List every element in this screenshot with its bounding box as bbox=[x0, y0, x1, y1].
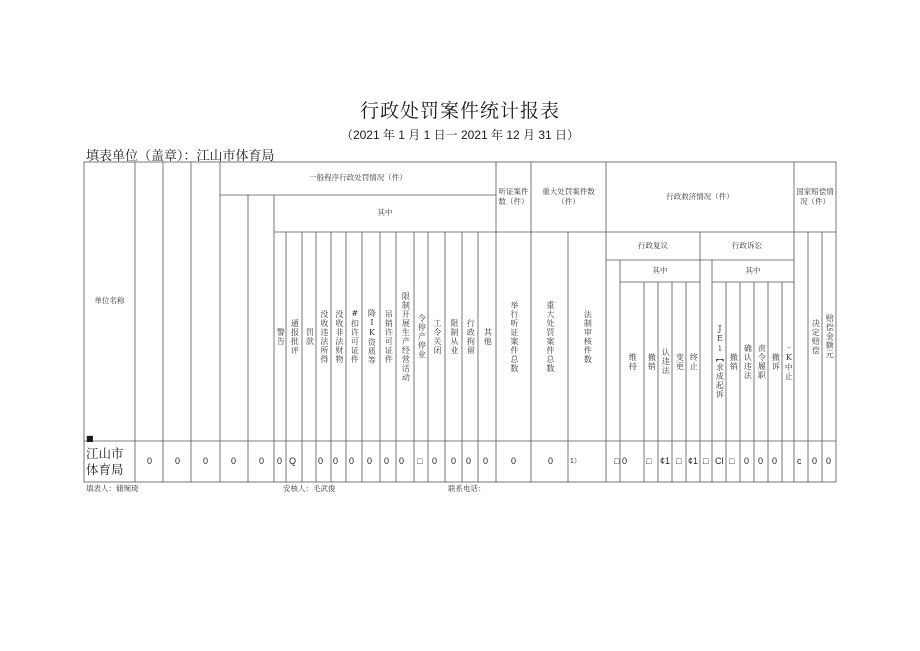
table-cell: 0 bbox=[758, 456, 764, 466]
table-cell: 0 bbox=[367, 456, 373, 466]
col-comp-amount: 赔偿金额元 bbox=[825, 314, 835, 359]
table-cell: Cl bbox=[715, 456, 724, 466]
unit-name-cell: 江山市体育局 bbox=[86, 446, 124, 477]
lawsuit-qizhong-header: 其中 bbox=[745, 265, 761, 275]
unit-name-header: 单位名称 bbox=[94, 296, 125, 306]
table-cell: 0 bbox=[451, 456, 457, 466]
col-legal-review: 法制审核件数 bbox=[583, 309, 593, 364]
table-cell: □ bbox=[703, 456, 709, 466]
table-cell: 0 bbox=[548, 456, 554, 466]
row-marker: ■ bbox=[86, 434, 94, 443]
col-warning: 警告 bbox=[276, 327, 286, 346]
col-review-maintain: 维持 bbox=[628, 352, 638, 371]
table-cell: 0 bbox=[826, 456, 832, 466]
table-cell: □ bbox=[646, 456, 652, 466]
table-cell: □ bbox=[676, 456, 682, 466]
col-review-illegal: 认违法 bbox=[661, 348, 671, 375]
table-cell: 0 bbox=[318, 456, 324, 466]
col-order-suspend: 令停产停业 bbox=[417, 314, 427, 359]
contact-phone: 联系电话： bbox=[448, 484, 486, 493]
review-header: 行政复议 bbox=[638, 240, 668, 250]
table-cell: 0 bbox=[399, 456, 405, 466]
col-major-total: 重大处罚案件总数 bbox=[545, 300, 555, 373]
hearing-header: 听证案件数（件） bbox=[498, 186, 529, 206]
col-review-change: 变更 bbox=[675, 352, 685, 371]
col-detention: 行政拘留 bbox=[466, 318, 476, 355]
lawsuit-header: 行政诉讼 bbox=[732, 240, 762, 250]
col-restrict-production: 限制开展生产经营活动 bbox=[401, 291, 411, 382]
col-lawsuit-order: 责令履职 bbox=[757, 343, 767, 380]
col-confiscate-income: 没收违法所得 bbox=[319, 309, 329, 364]
col-lawsuit-suspend: -K中止 bbox=[784, 342, 794, 381]
table-cell: ¢1 bbox=[660, 456, 671, 466]
table-cell: 0 bbox=[349, 456, 355, 466]
table-cell: 1） bbox=[570, 458, 581, 465]
table-cell: 0 bbox=[483, 456, 489, 466]
report-period: （2021 年 1 月 1 日一 2021 年 12 月 31 日） bbox=[340, 128, 580, 142]
table-cell: □ bbox=[729, 456, 735, 466]
col-lawsuit-revoke: 撤销 bbox=[729, 352, 739, 371]
col-revoke-license: 吊销许可证件 bbox=[384, 309, 394, 364]
col-fine: 罚款 bbox=[305, 327, 315, 346]
general-qizhong-header: 其中 bbox=[377, 208, 393, 218]
table-cell: 0 bbox=[432, 456, 438, 466]
col-notice-criticism: 通报批评 bbox=[290, 318, 300, 355]
col-review-terminate: 终止 bbox=[689, 352, 699, 371]
table-cell: c bbox=[797, 456, 802, 466]
table-cell: ¢1 bbox=[688, 456, 699, 466]
col-restrict-practice: 限制从业 bbox=[449, 318, 459, 355]
table-cell: □ bbox=[614, 456, 620, 466]
table-cell: 0 bbox=[812, 456, 818, 466]
table-cell: 0 bbox=[259, 456, 265, 466]
filling-unit: 填表单位（盖章）：江山市体育局 bbox=[86, 149, 275, 164]
col-hearing-total: 举行听证案件总数 bbox=[509, 300, 519, 373]
col-lawsuit-reject: JEi【求成起诉 bbox=[715, 324, 725, 399]
col-review-revoke: 撤销 bbox=[647, 352, 657, 371]
col-lawsuit-illegal: 确认违法 bbox=[743, 343, 753, 380]
table-cell: Q bbox=[289, 456, 297, 466]
col-lawsuit-withdraw: 撤诉 bbox=[771, 352, 781, 371]
table-cell: □ bbox=[417, 456, 423, 466]
table-cell: 0 bbox=[511, 456, 517, 466]
table-cell: 0 bbox=[231, 456, 237, 466]
col-lower-qualification: 降IK资质等 bbox=[367, 308, 377, 365]
table-cell: 0 bbox=[333, 456, 339, 466]
table-cell: 0 bbox=[384, 456, 390, 466]
major-penalty-header: 重大处罚案件数（件） bbox=[542, 186, 595, 206]
filled-by: 填表人：储琬琦 bbox=[86, 484, 139, 493]
table-cell: 0 bbox=[622, 456, 628, 466]
col-other: 其他 bbox=[483, 327, 493, 346]
table-cell: 0 bbox=[744, 456, 750, 466]
table-cell: 0 bbox=[175, 456, 181, 466]
relief-header: 行政救济情况（件） bbox=[666, 191, 734, 201]
col-confiscate-property: 没收非法财物 bbox=[334, 309, 344, 364]
page-title: 行政处罚案件统计报表 bbox=[359, 100, 560, 122]
col-withhold-license: #扣许可证件 bbox=[350, 309, 360, 364]
table-cell: 0 bbox=[147, 456, 153, 466]
table-cell: 0 bbox=[277, 456, 283, 466]
general-procedure-header: 一般程序行政处罚情况（件） bbox=[309, 173, 407, 183]
table-cell: 0 bbox=[772, 456, 778, 466]
table-cell: 0 bbox=[203, 456, 209, 466]
review-qizhong-header: 其中 bbox=[652, 265, 668, 275]
table-cell: 0 bbox=[466, 456, 472, 466]
compensation-header: 国家赔偿情况（件） bbox=[796, 186, 834, 206]
reviewed-by: 安核人：毛武俊 bbox=[283, 484, 336, 493]
col-order-close: 工令关闭 bbox=[432, 318, 442, 355]
col-comp-decision: 决定赔偿 bbox=[811, 318, 821, 355]
